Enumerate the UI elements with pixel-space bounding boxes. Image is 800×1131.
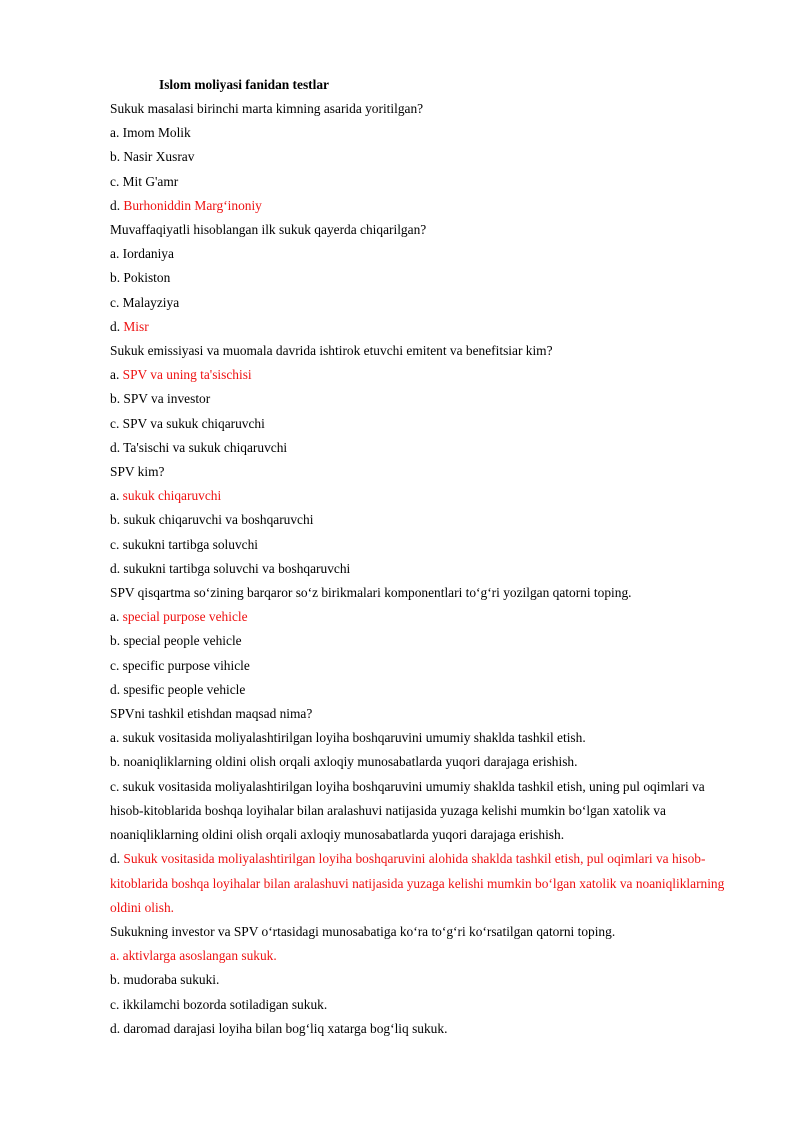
option-letter: c. [110, 415, 123, 431]
question-4-option-d [110, 557, 740, 581]
question-5: SPV qisqartma so‘zining barqaror so‘z birikmalari komponentlari to‘g‘ri yozilgan qatorni toping. [110, 585, 632, 601]
question-3-option-b [110, 387, 740, 411]
option-letter: a. [110, 367, 123, 383]
document-title: Islom moliyasi fanidan testlar [159, 77, 329, 92]
question-2-option-d-correct [110, 315, 740, 339]
option-letter: a. [110, 125, 123, 141]
question-6-option-d-correct [110, 847, 740, 920]
option-text: mudoraba sukuki. [123, 972, 220, 988]
correct-answer-text: Misr [123, 318, 149, 334]
option-text: SPV va investor [123, 391, 211, 407]
question-3: Sukuk emissiyasi va muomala davrida ishtirok etuvchi emitent va benefitsiar kim? [110, 343, 553, 359]
option-letter: b. [110, 512, 124, 528]
option-text: sukukni tartibga soluvchi [122, 536, 259, 552]
question-7-option-b [110, 968, 740, 992]
question-7-option-d [110, 1017, 740, 1041]
option-text: Mit G'amr [122, 173, 179, 189]
correct-answer-text: special purpose vehicle [122, 609, 248, 625]
correct-answer-text: sukuk chiqaruvchi [122, 488, 222, 504]
correct-answer-text: aktivlarga asoslangan sukuk. [122, 948, 277, 964]
question-2: Muvaffaqiyatli hisoblangan ilk sukuk qayerda chiqarilgan? [110, 222, 427, 238]
question-3-option-d [110, 436, 740, 460]
question-1-option-a [110, 121, 740, 145]
option-text: Imom Molik [122, 125, 191, 141]
option-letter: c. [110, 657, 123, 673]
option-letter: b. [110, 754, 124, 770]
option-letter: d. [110, 197, 124, 213]
question-1-option-b [110, 145, 740, 169]
question-5-option-a-correct [110, 605, 740, 629]
option-text: sukuk vositasida moliyalashtirilgan loyiha boshqaruvini umumiy shaklda tashkil etish. [122, 730, 586, 746]
question-2-option-b [110, 266, 740, 290]
question-7-option-c [110, 993, 740, 1017]
option-letter: c. [110, 536, 123, 552]
option-letter: b. [110, 270, 124, 286]
question-7-option-a-correct [110, 944, 740, 968]
question-1-option-c [110, 170, 740, 194]
question-2-option-a [110, 242, 740, 266]
question-6: SPVni tashkil etishdan maqsad nima? [110, 706, 313, 722]
option-letter: b. [110, 149, 124, 165]
option-text: sukuk vositasida moliyalashtirilgan loyiha boshqaruvini umumiy shaklda tashkil etish, uning pul oqimlari va hisob-kitoblarida boshqa loyihalar bilan aralashuvi natijasida yuzaga kelishi mumkin bo‘lgan xatolik va noaniqliklarning oldini olish orqali axloqiy munosabatlarda yuqori darajaga erishish. [110, 778, 705, 843]
option-text: Ta'sischi va sukuk chiqaruvchi [123, 439, 288, 455]
question-6-option-b [110, 750, 740, 774]
option-letter: c. [110, 996, 123, 1012]
question-3-option-a-correct [110, 363, 740, 387]
option-letter: a. [110, 609, 123, 625]
question-5-option-b [110, 629, 740, 653]
option-letter: a. [110, 730, 123, 746]
option-text: spesific people vehicle [123, 681, 246, 697]
question-7: Sukukning investor va SPV o‘rtasidagi munosabatiga ko‘ra to‘g‘ri ko‘rsatilgan qatorni toping. [110, 923, 616, 939]
correct-answer-text: Sukuk vositasida moliyalashtirilgan loyiha boshqaruvini alohida shaklda tashkil etish, pul oqimlari va hisob-kitoblarida boshqa loyihalar bilan aralashuvi natijasida yuzaga kelishi mumkin bo‘lgan xatolik va noaniqliklarning oldini olish. [110, 851, 725, 915]
question-6-option-a [110, 726, 740, 750]
option-text: Nasir Xusrav [123, 149, 195, 165]
question-1: Sukuk masalasi birinchi marta kimning asarida yoritilgan? [110, 101, 424, 116]
question-5-option-c [110, 654, 740, 678]
question-3-option-c [110, 412, 740, 436]
option-letter: d. [110, 560, 124, 576]
option-text: noaniqliklarning oldini olish orqali axloqiy munosabatlarda yuqori darajaga erishish. [123, 754, 578, 770]
option-text: SPV va sukuk chiqaruvchi [122, 415, 265, 431]
option-letter: a. [110, 246, 123, 262]
option-letter: b. [110, 633, 124, 649]
question-4: SPV kim? [110, 464, 165, 480]
option-letter: b. [110, 972, 124, 988]
option-text: specific purpose vihicle [122, 657, 250, 673]
question-4-option-b [110, 508, 740, 532]
correct-answer-text: SPV va uning ta'sischisi [122, 367, 252, 383]
question-5-option-d [110, 678, 740, 702]
option-text: sukukni tartibga soluvchi va boshqaruvchi [123, 560, 351, 576]
correct-answer-text: Burhoniddin Marg‘inoniy [123, 197, 262, 213]
option-letter: a. [110, 488, 123, 504]
option-letter: d. [110, 851, 124, 867]
question-4-option-a-correct [110, 484, 740, 508]
question-4-option-c [110, 533, 740, 557]
option-letter: c. [110, 173, 123, 189]
option-text: ikkilamchi bozorda sotiladigan sukuk. [122, 996, 328, 1012]
option-text: Iordaniya [122, 246, 174, 262]
option-letter: d. [110, 439, 124, 455]
test-content [110, 97, 740, 1041]
option-text: daromad darajasi loyiha bilan bog‘liq xatarga bog‘liq sukuk. [123, 1020, 448, 1036]
option-letter: d. [110, 681, 124, 697]
option-letter: c. [110, 778, 123, 794]
question-2-option-c [110, 291, 740, 315]
option-text: special people vehicle [123, 633, 242, 649]
option-letter: a. [110, 948, 123, 964]
question-1-option-d-correct [110, 194, 740, 218]
option-text: sukuk chiqaruvchi va boshqaruvchi [123, 512, 314, 528]
option-letter: c. [110, 294, 123, 310]
option-letter: d. [110, 318, 124, 334]
option-text: Pokiston [123, 270, 171, 286]
question-6-option-c [110, 775, 740, 848]
option-letter: d. [110, 1020, 124, 1036]
option-letter: b. [110, 391, 124, 407]
option-text: Malayziya [122, 294, 180, 310]
